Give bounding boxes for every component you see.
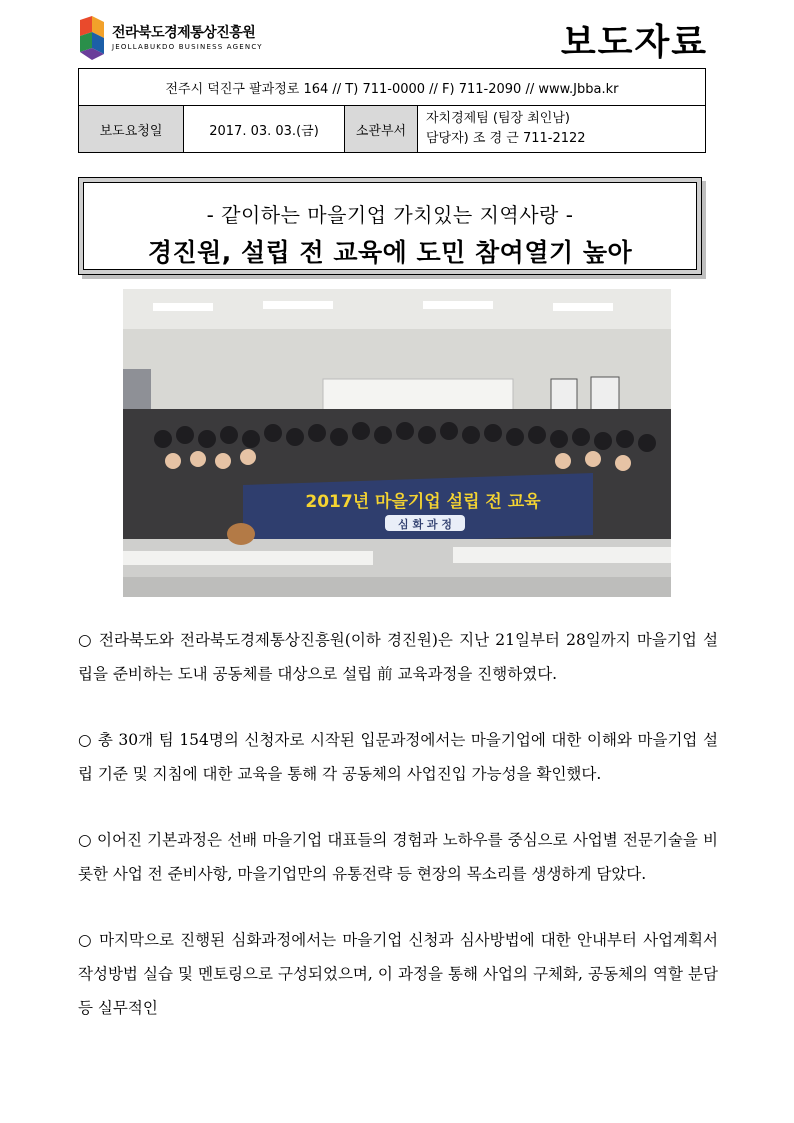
department-contact	[418, 106, 706, 153]
info-table	[78, 68, 706, 153]
organization-logo	[78, 16, 278, 60]
logo-mark-icon	[78, 16, 108, 60]
banner-title: 2017년 마을기업 설립 전 교육	[305, 492, 541, 512]
body-paragraph: ○ 전라북도와 전라북도경제통상진흥원(이하 경진원)은 지난 21일부터 28일까지 마을기업 설립을 준비하는 도내 공동체를 대상으로 설립 前 교육과정을 진행하였다.	[78, 631, 718, 683]
title-box-inner	[83, 182, 697, 270]
article-headline: 경진원, 설립 전 교육에 도민 참여열기 높아	[147, 238, 633, 267]
department-label: 소관부서	[345, 106, 418, 153]
document-type-title: 보도자료	[560, 22, 708, 63]
article-body	[78, 623, 718, 1057]
body-paragraph: ○ 마지막으로 진행된 심화과정에서는 마을기업 신청과 심사방법에 대한 안내부터 사업계획서 작성방법 실습 및 멘토링으로 구성되었으며, 이 과정을 통해 사업의 구체화, 공동체의 역할 분담 등 실무적인	[78, 931, 718, 1017]
request-date: 2017. 03. 03.(금)	[184, 106, 345, 153]
request-date-label: 보도요청일	[79, 106, 184, 153]
organization-name-english: JEOLLABUKDO BUSINESS AGENCY	[112, 43, 263, 51]
banner-subtitle: 심 화 과 정	[398, 518, 452, 531]
organization-name: 전라북도경제통상진흥원	[112, 25, 256, 41]
body-paragraph: ○ 이어진 기본과정은 선배 마을기업 대표들의 경험과 노하우를 중심으로 사업별 전문기술을 비롯한 사업 전 준비사항, 마을기업만의 유통전략 등 현장의 목소리를 생생하게 담았다.	[78, 831, 718, 883]
document-header	[78, 14, 708, 64]
body-paragraph: ○ 총 30개 팀 154명의 신청자로 시작된 입문과정에서는 마을기업에 대한 이해와 마을기업 설립 기준 및 지침에 대한 교육을 통해 각 공동체의 사업진입 가능성을 확인했다.	[78, 731, 718, 783]
event-photo	[123, 289, 671, 597]
title-box	[78, 177, 702, 275]
contact-address: 전주시 덕진구 팔과정로 164 // T) 711-0000 // F) 711-2090 // www.Jbba.kr	[79, 69, 706, 106]
article-subtitle: - 같이하는 마을기업 가치있는 지역사랑 -	[206, 203, 574, 227]
department-person: 담당자) 조 경 근 711-2122	[426, 131, 586, 146]
department-team: 자치경제팀 (팀장 최인남)	[426, 111, 570, 126]
group-photo-image	[123, 289, 671, 597]
